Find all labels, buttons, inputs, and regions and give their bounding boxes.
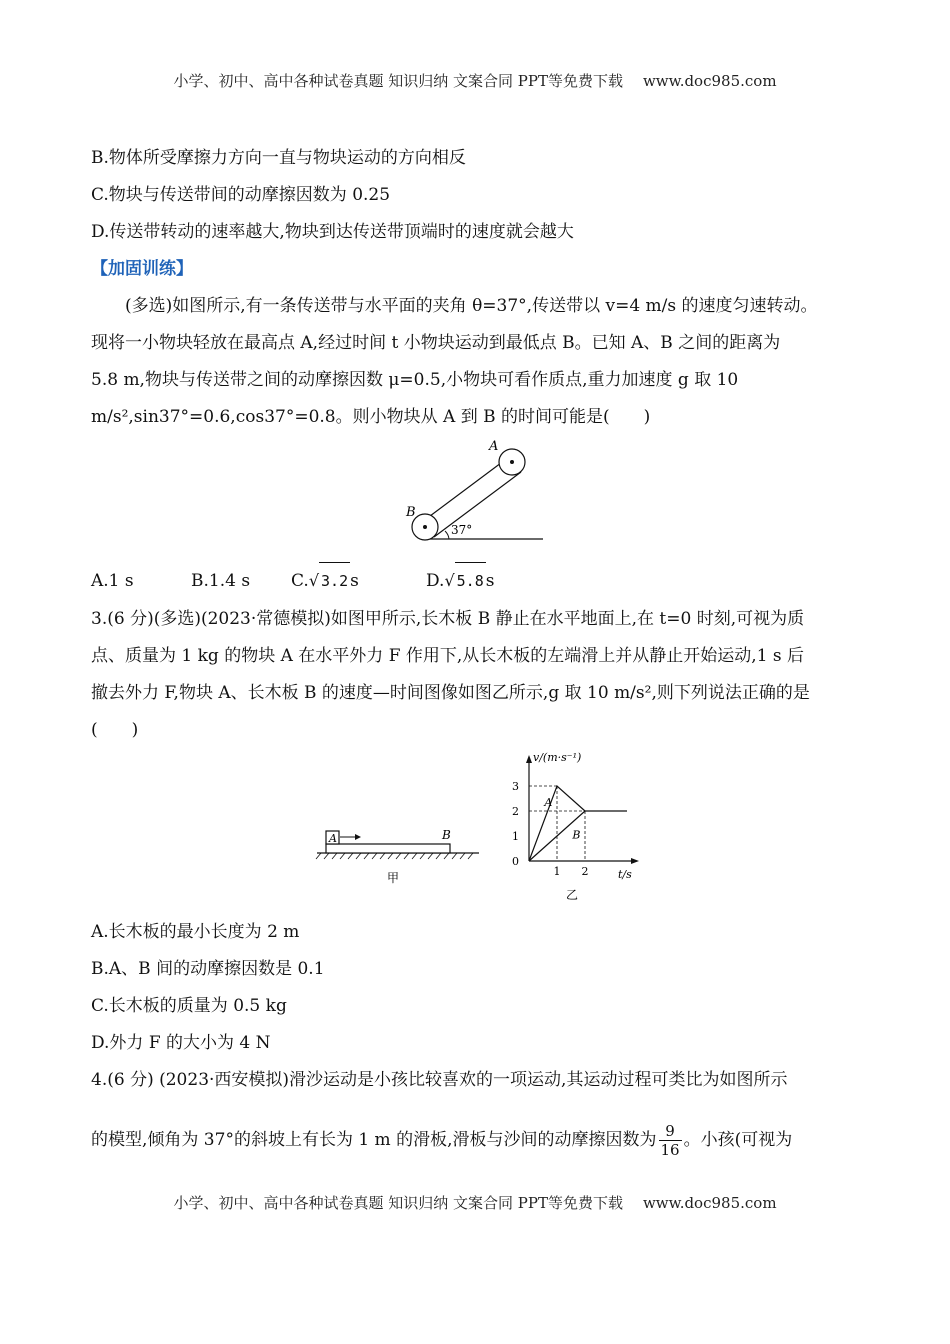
q3-line-4: ( ) <box>91 720 139 740</box>
training-question <box>91 288 861 436</box>
footer-url: www.doc985.com <box>642 1194 777 1212</box>
q4-line-1: 4.(6 分) (2023·西安模拟)滑沙运动是小孩比较喜欢的一项运动,其运动过程可类比为如图所示 <box>91 1070 788 1090</box>
y-tick-label: 2 <box>512 805 519 818</box>
footer-text: 小学、初中、高中各种试卷真题 知识归纳 文案合同 PPT等免费下载 <box>173 1194 623 1212</box>
belt-bottom-edge <box>434 472 521 537</box>
angle-label: 37° <box>451 523 473 537</box>
training-line-2: 现将一小物块轻放在最高点 A,经过时间 t 小物块运动到最低点 B。已知 A、B 之间的距离为 <box>91 333 781 353</box>
root-icon: √ <box>308 571 320 590</box>
fig-jia-caption: 甲 <box>387 871 400 885</box>
x-tick-label: 2 <box>581 865 589 878</box>
long-board <box>326 844 450 853</box>
conveyor-figure <box>91 436 861 561</box>
q3-option-c[interactable]: C.长木板的质量为 0.5 kg <box>91 996 287 1016</box>
figure-yi <box>512 751 639 902</box>
question-3 <box>91 601 861 749</box>
training-option-a[interactable]: A.1 s <box>91 570 134 591</box>
friction-fraction: $\frac{9}{16}$ <box>660 1122 680 1159</box>
header-url: www.doc985.com <box>642 72 777 90</box>
page-footer <box>0 1192 950 1213</box>
y-tick-label: 3 <box>512 780 519 793</box>
fig-yi-caption: 乙 <box>566 888 579 902</box>
series-a-label: A <box>544 796 553 809</box>
header-text: 小学、初中、高中各种试卷真题 知识归纳 文案合同 PPT等免费下载 <box>173 72 623 90</box>
pulley-top-axle <box>510 460 514 464</box>
series-b-label: B <box>572 828 581 842</box>
conveyor-diagram <box>91 436 861 561</box>
pulley-bottom-axle <box>423 525 427 529</box>
prev-option-d: D.传送带转动的速率越大,物块到达传送带顶端时的速度就会越大 <box>91 222 574 242</box>
training-option-d[interactable]: D.√ 5.8s <box>426 562 561 600</box>
question-4 <box>91 1062 861 1162</box>
y-axis-arrow-icon <box>526 755 532 763</box>
section-heading: 【加固训练】 <box>91 259 193 279</box>
x-axis-arrow-icon <box>631 858 639 864</box>
y-tick-label: 1 <box>512 830 519 843</box>
point-a-label: A <box>489 439 499 454</box>
figure-jia <box>316 828 479 885</box>
q3-line-2: 点、质量为 1 kg 的物块 A 在水平外力 F 作用下,从长木板的左端滑上并从静止开始运动,1 s 后 <box>91 646 805 666</box>
x-axis-label: t/s <box>618 868 632 881</box>
training-options <box>91 561 861 601</box>
q3-option-d[interactable]: D.外力 F 的大小为 4 N <box>91 1033 271 1053</box>
q3-diagrams <box>91 749 861 914</box>
board-b-label: B <box>442 828 451 842</box>
y-axis-label: v/(m·s⁻¹) <box>533 751 582 764</box>
q3-line-1: 3.(6 分)(多选)(2023·常德模拟)如图甲所示,长木板 B 静止在水平地面上,在 t=0 时刻,可视为质 <box>91 609 805 629</box>
training-line-3: 5.8 m,物块与传送带之间的动摩擦因数 μ=0.5,小物块可看作质点,重力加速度 g 取 10 <box>91 370 739 390</box>
angle-arc <box>445 531 449 539</box>
prev-option-c: C.物块与传送带间的动摩擦因数为 0.25 <box>91 185 391 205</box>
q4-line-2: 的模型,倾角为 37°的斜坡上有长为 1 m 的滑板,滑板与沙间的动摩擦因数为 $\frac{9}{16}$ 。小孩(可视为 <box>91 1122 793 1159</box>
root-icon: √ <box>444 571 455 590</box>
q3-line-3: 撤去外力 F,物块 A、长木板 B 的速度—时间图像如图乙所示,g 取 10 m/s²,则下列说法正确的是 <box>91 683 810 703</box>
y-tick-label: 0 <box>512 855 519 868</box>
point-b-label: B <box>406 505 416 520</box>
floor-hatch <box>316 853 473 859</box>
training-line-4: m/s²,sin37°=0.6,cos37°=0.8。则小物块从 A 到 B 的时间可能是( ) <box>91 407 651 427</box>
training-option-c[interactable]: C.√ 3.2s <box>291 562 426 600</box>
q3-option-b[interactable]: B.A、B 间的动摩擦因数是 0.1 <box>91 959 325 979</box>
q3-option-a[interactable]: A.长木板的最小长度为 2 m <box>91 922 300 942</box>
document-body <box>91 140 861 1162</box>
belt-top-edge <box>422 457 509 522</box>
block-a-label: A <box>329 832 337 845</box>
x-tick-label: 1 <box>553 865 561 878</box>
q3-figures <box>91 749 861 914</box>
arrow-head-icon <box>355 834 361 840</box>
prev-option-b: B.物体所受摩擦力方向一直与物块运动的方向相反 <box>91 148 466 168</box>
page-header <box>0 70 950 91</box>
training-option-b[interactable]: B.1.4 s <box>191 570 251 591</box>
training-line-1: (多选)如图所示,有一条传送带与水平面的夹角 θ=37°,传送带以 v=4 m/s 的速度匀速转动。 <box>125 296 818 316</box>
